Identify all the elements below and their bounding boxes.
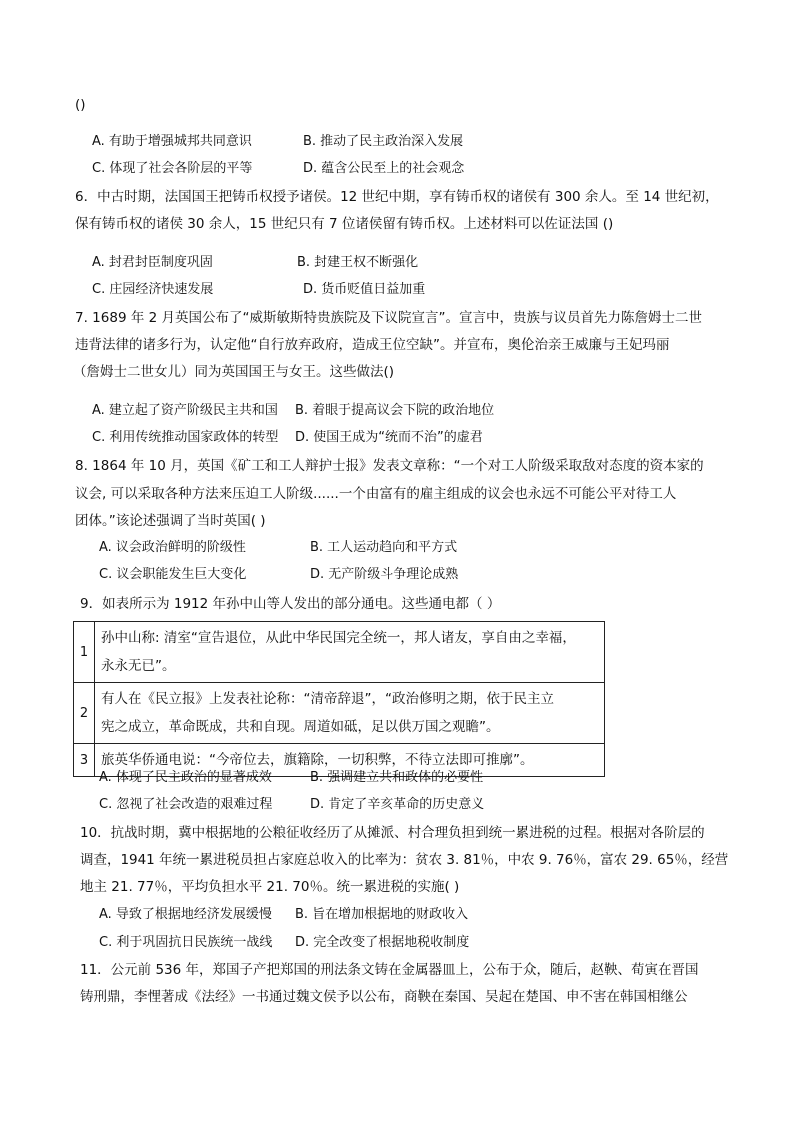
- table-cell-text: [95, 683, 605, 744]
- q6-option-c: C. 庄园经济快速发展: [92, 282, 214, 297]
- q10-stem-line2: 调查，1941 年统一累进税员担占家庭总收入的比率为：贫农 3. 81％，中农 9. 76％，富农 29. 65％，经营: [80, 852, 729, 868]
- q6-option-d: D. 货币贬值日益加重: [303, 282, 426, 297]
- q7-option-c: C. 利用传统推动国家政体的转型: [92, 430, 279, 445]
- q11-stem-line2: 铸刑鼎，李悝著成《法经》一书通过魏文侯予以公布，商鞅在秦国、吴起在楚国、申不害在韩国相继公: [80, 989, 688, 1005]
- table-cell-line: 永永无已”。: [101, 658, 176, 674]
- q8-option-c: C. 议会职能发生巨大变化: [99, 567, 247, 582]
- q10-option-b: B. 旨在增加根据地的财政收入: [295, 907, 469, 922]
- table-cell-line: 有人在《民立报》上发表社论称：“清帝辞退”，“政治修明之期，依于民主立: [101, 691, 554, 707]
- q9-option-c: C. 忽视了社会改造的艰难过程: [99, 797, 273, 812]
- q5-option-b: B. 推动了民主政治深入发展: [303, 134, 464, 149]
- q7-stem-line2: 违背法律的诸多行为，认定他“自行放弃政府，造成王位空缺”。并宣布，奥伦治亲王威廉与王妃玛丽: [75, 337, 670, 353]
- q6-option-a: A. 封君封臣制度巩固: [92, 255, 213, 270]
- q6-stem-line1: 6．中古时期，法国国王把铸币权授予诸侯。12 世纪中期，享有铸币权的诸侯有 300 余人。至 14 世纪初，: [75, 189, 719, 205]
- q5-option-d: D. 蕴含公民至上的社会观念: [303, 161, 465, 176]
- q5-option-a: A. 有助于增强城邦共同意识: [92, 134, 252, 149]
- q10-option-c: C. 利于巩固抗日民族统一战线: [99, 935, 273, 950]
- q6-stem-line2: 保有铸币权的诸侯 30 余人，15 世纪只有 7 位诸侯留有铸币权。上述材料可以佐证法国 (): [75, 216, 614, 232]
- table-row: [74, 683, 605, 744]
- table-cell-line: 孙中山称: 清室“宣告退位，从此中华民国完全统一，邦人诸友，享自由之幸福，: [101, 630, 576, 646]
- q7-stem-line3: （詹姆士二世女儿）同为英国国王与女王。这些做法(): [73, 364, 395, 380]
- q8-stem-line1: 8. 1864 年 10 月，英国《矿工和工人辩护士报》发表文章称：“一个对工人阶级采取敌对态度的资本家的: [75, 458, 704, 474]
- table-row-number: 2: [74, 683, 95, 744]
- q11-stem-line1: 11．公元前 536 年，郑国子产把郑国的刑法条文铸在金属器皿上，公布于众，随后，赵鞅、荀寅在晋国: [80, 962, 699, 978]
- q8-option-a: A. 议会政治鲜明的阶级性: [99, 540, 246, 555]
- q10-stem-line3: 地主 21. 77％，平均负担水平 21. 70％。统一累进税的实施( ): [80, 879, 460, 895]
- q7-option-d: D. 使国王成为“统而不治”的虚君: [295, 430, 483, 445]
- q8-stem-line2: 议会, 可以采取各种方法来压迫工人阶级......一个由富有的雇主组成的议会也永远不可能公平对待工人: [75, 486, 677, 502]
- q10-option-a: A. 导致了根据地经济发展缓慢: [99, 907, 272, 922]
- q9-option-d: D. 肯定了辛亥革命的历史意义: [310, 797, 485, 812]
- q7-option-a: A. 建立起了资产阶级民主共和国: [92, 403, 278, 418]
- table-row-number: 1: [74, 622, 95, 683]
- table-row: [74, 622, 605, 683]
- q5-option-c: C. 体现了社会各阶层的平等: [92, 161, 253, 176]
- table-cell-line: 旅英华侨通电说：“今帝位去，旗籍除，一切积弊，不待立法即可推廓”。: [101, 752, 534, 768]
- q9-stem: 9．如表所示为 1912 年孙中山等人发出的部分通电。这些通电都（ ）: [80, 596, 501, 612]
- q10-option-d: D. 完全改变了根据地税收制度: [295, 935, 470, 950]
- q9-option-a: A. 体现了民主政治的显著成效: [99, 770, 272, 785]
- q10-stem-line1: 10．抗战时期，冀中根据地的公粮征收经历了从摊派、村合理负担到统一累进税的过程。根据对各阶层的: [80, 825, 705, 841]
- telegram-table: [73, 621, 605, 777]
- table-row-number: 3: [74, 744, 95, 777]
- q6-option-b: B. 封建王权不断强化: [297, 255, 419, 270]
- q8-stem-line3: 团体。”该论述强调了当时英国( ): [75, 513, 266, 529]
- q9-option-b: B. 强调建立共和政体的必要性: [310, 770, 484, 785]
- q7-option-b: B. 着眼于提高议会下院的政治地位: [295, 403, 495, 418]
- q5-paren: (): [75, 97, 86, 113]
- table-cell-line: 宪之成立，革命既成，共和自现。周道如砥，足以供万国之观瞻”。: [101, 719, 500, 735]
- table-cell-text: [95, 622, 605, 683]
- q8-option-d: D. 无产阶级斗争理论成熟: [310, 567, 459, 582]
- q8-option-b: B. 工人运动趋向和平方式: [310, 540, 458, 555]
- q7-stem-line1: 7. 1689 年 2 月英国公布了“威斯敏斯特贵族院及下议院宣言”。宣言中，贵族与议员首先力陈詹姆士二世: [75, 310, 702, 326]
